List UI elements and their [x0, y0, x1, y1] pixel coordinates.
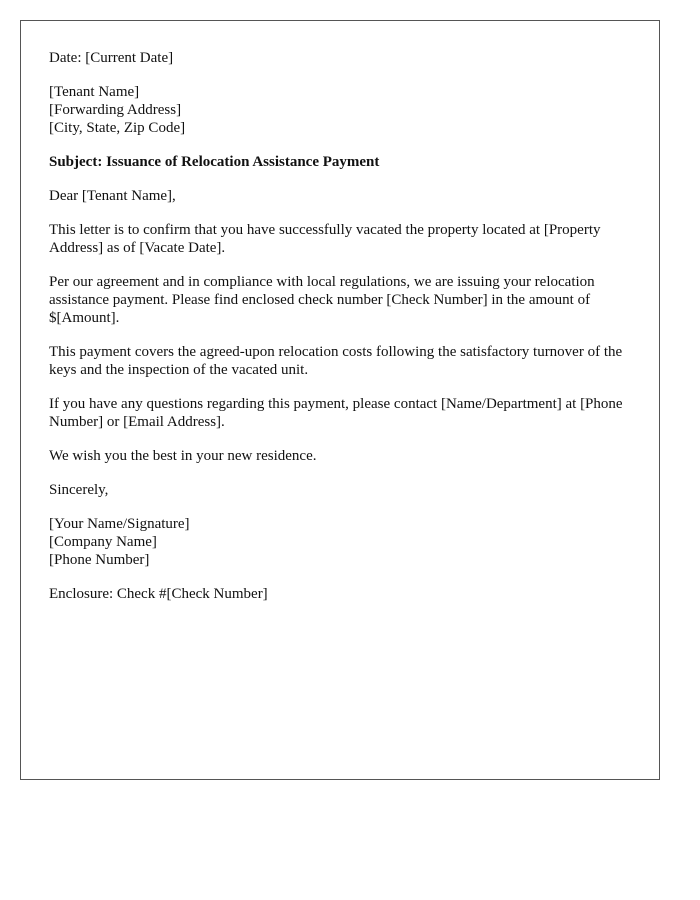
subject-line: Subject: Issuance of Relocation Assistance Payment: [49, 154, 380, 170]
body-paragraph-wishes: We wish you the best in your new residence.: [49, 448, 317, 464]
recipient-name: [Tenant Name]: [49, 84, 140, 100]
body-paragraph-contact: If you have any questions regarding this payment, please contact [Name/Department] at [Phone Number] or [Email Address].: [49, 396, 623, 430]
salutation: Dear [Tenant Name],: [49, 188, 176, 204]
recipient-block: [49, 83, 631, 137]
signature-name: [Your Name/Signature]: [49, 516, 190, 532]
signature-block: [49, 515, 631, 569]
recipient-address: [Forwarding Address]: [49, 102, 182, 118]
signature-company: [Company Name]: [49, 534, 157, 550]
signature-phone: [Phone Number]: [49, 552, 150, 568]
date-line: Date: [Current Date]: [49, 50, 174, 66]
closing: Sincerely,: [49, 482, 109, 498]
body-paragraph-coverage: This payment covers the agreed-upon relocation costs following the satisfactory turnover of the keys and the inspection of the vacated unit.: [49, 344, 623, 378]
body-paragraph-payment: Per our agreement and in compliance with local regulations, we are issuing your relocation assistance payment. Please find enclosed check number [Check Number] in the amount of $[Amount].: [49, 274, 595, 326]
letter-page: [20, 20, 660, 780]
body-paragraph-confirmation: This letter is to confirm that you have successfully vacated the property located at [Property Address] as of [Vacate Date].: [49, 222, 601, 256]
recipient-city-state-zip: [City, State, Zip Code]: [49, 120, 186, 136]
enclosure-line: Enclosure: Check #[Check Number]: [49, 586, 268, 602]
